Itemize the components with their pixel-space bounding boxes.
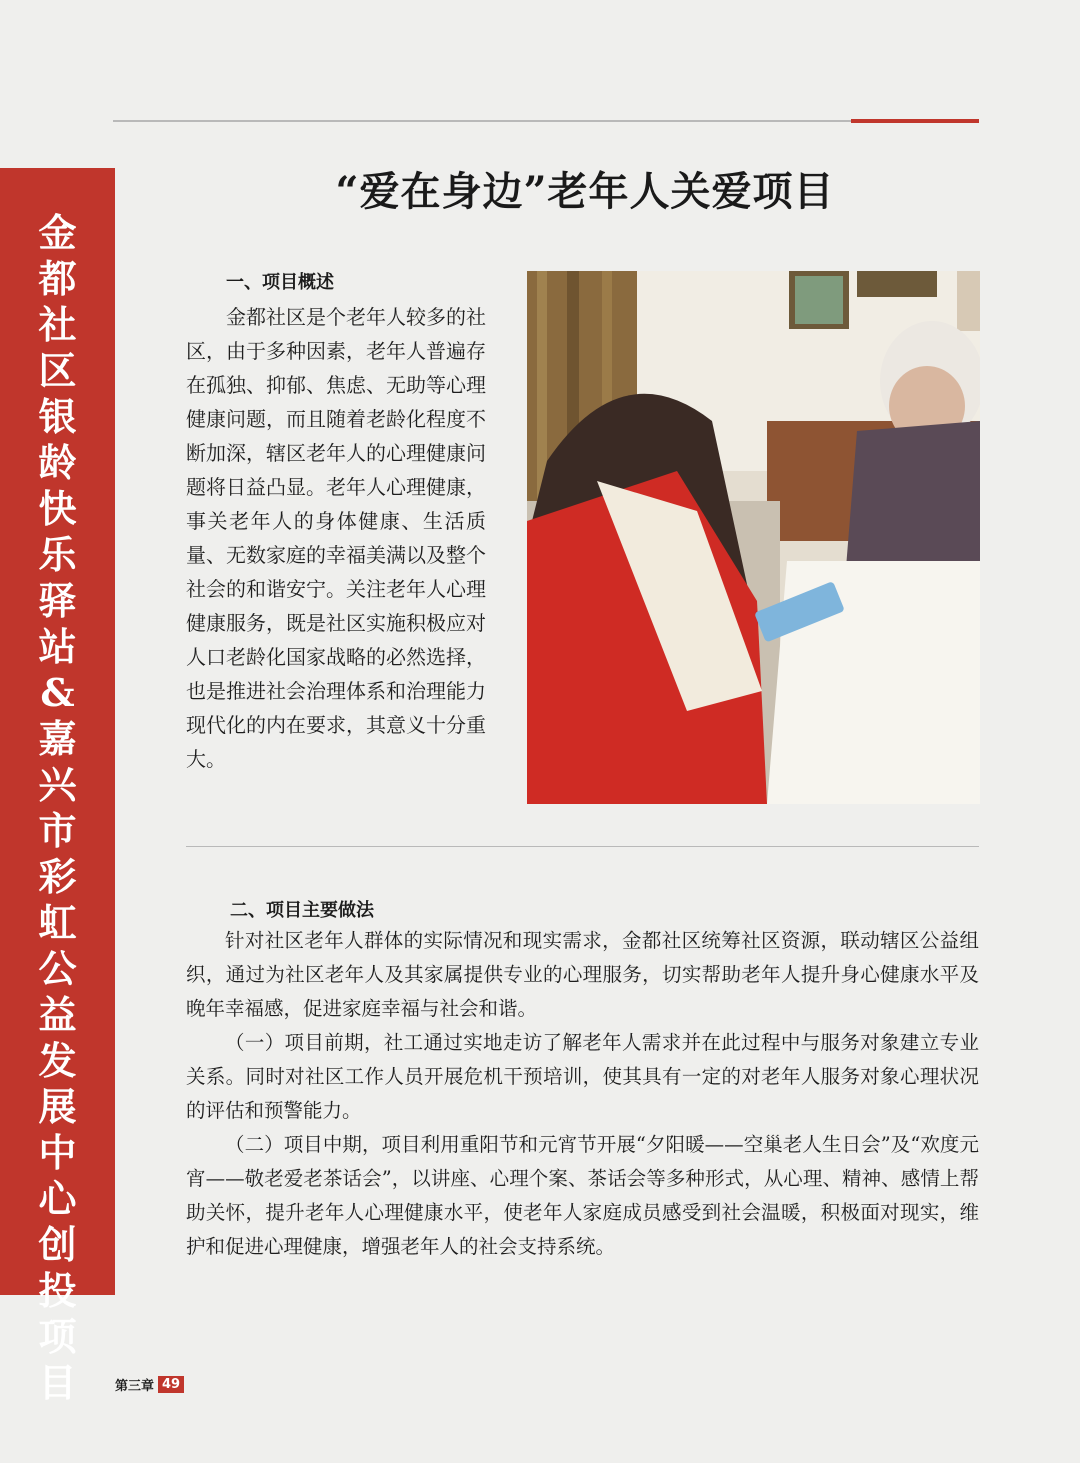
page-number: 49 [158, 1376, 184, 1393]
page-title: “爱在身边”老年人关爱项目 [335, 168, 835, 215]
methods-body [186, 924, 979, 1264]
section-2-heading: 二、项目主要做法 [230, 900, 374, 921]
chapter-label: 第三章 [115, 1379, 155, 1394]
side-title: 金 都 社 区 银 龄 快 乐 驿 站 & 嘉 兴 市 彩 虹 公 益 发 展 中 心 创 投 项 目 [38, 210, 77, 1405]
overview-paragraph: 金都社区是个老年人较多的社区，由于多种因素，老年人普遍存在孤独、抑郁、焦虑、无助等心理健康问题，而且随着老龄化程度不断加深，辖区老年人的心理健康问题将日益凸显。老年人心理健康，事关老年人的身体健康、生活质量、无数家庭的幸福美满以及整个社会的和谐安宁。关注老年人心理健康服务，既是社区实施积极应对人口老龄化国家战略的必然选择，也是推进社会治理体系和治理能力现代化的内在要求，其意义十分重大。 [186, 305, 486, 771]
photo-volunteer-with-elder [527, 271, 980, 804]
methods-paragraph: （一）项目前期，社工通过实地走访了解老年人需求并在此过程中与服务对象建立专业关系。同时对社区工作人员开展危机干预培训，使其具有一定的对老年人服务对象心理状况的评估和预警能力。 [186, 1031, 979, 1122]
section-1-heading: 一、项目概述 [226, 272, 334, 293]
page-footer [115, 1375, 184, 1394]
methods-paragraph: （二）项目中期，项目利用重阳节和元宵节开展“夕阳暖——空巢老人生日会”及“欢度元宵——敬老爱老茶话会”，以讲座、心理个案、茶话会等多种形式，从心理、精神、感情上帮助关怀，提升老年人心理健康水平，使老年人家庭成员感受到社会温暖，积极面对现实，维护和促进心理健康，增强老年人的社会支持系统。 [186, 1133, 979, 1258]
top-rule [113, 120, 851, 122]
methods-paragraph: 针对社区老年人群体的实际情况和现实需求，金都社区统筹社区资源，联动辖区公益组织，通过为社区老年人及其家属提供专业的心理服务，切实帮助老年人提升身心健康水平及晚年幸福感，促进家庭幸福与社会和谐。 [186, 929, 979, 1020]
section-divider [186, 846, 979, 847]
top-rule-accent [851, 119, 979, 123]
